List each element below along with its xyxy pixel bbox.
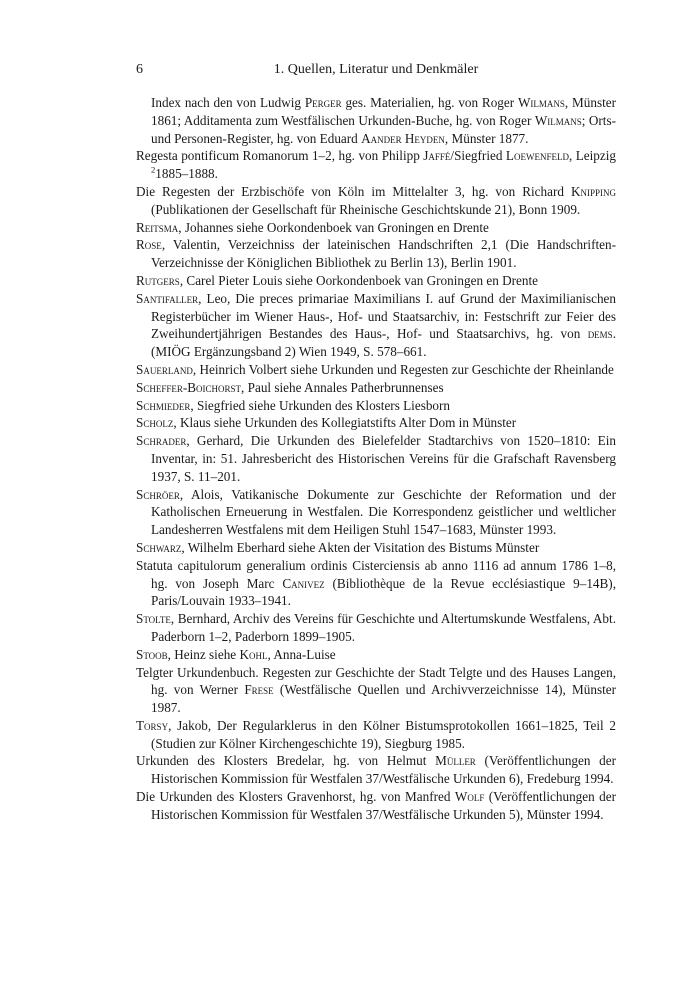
entry-text: , Klaus siehe Urkunden des Kollegiatstifts Alter Dom in Münster [173,415,517,431]
author-name: Scholz [136,415,174,431]
author-name: Schröer [136,486,180,502]
bibliography-entry [136,539,616,557]
entry-text: Die Regesten der Erzbischöfe von Köln im Mittelalter 3, hg. von Richard [136,183,571,199]
running-title: 1. Quellen, Literatur und Denkmäler [273,62,479,77]
entry-text: , Wilhelm Eberhard siehe Akten der Visitation des Bistums Münster [181,539,540,555]
author-name: Frese [244,682,274,698]
bibliography-entry [136,379,616,397]
entry-text: , Jakob, Der Regularklerus in den Kölner Bistumsprotokollen 1661–1825, Teil 2 (Studien zur Kölner Kirchengeschichte 19), Siegburg 1985. [151,717,616,751]
author-name: dems [587,326,613,342]
author-name: Wilmans [534,112,582,128]
author-name: Canivez [282,575,325,591]
bibliography-entry [136,486,616,539]
page-header [136,62,616,82]
entry-text: (Bibliothèque de la Revue ecclésiastique 9–14B), Paris/Louvain 1933–1941. [151,575,616,609]
author-name: Schmieder [136,397,191,413]
bibliography-entry [136,557,616,610]
author-name: Schrader [136,433,187,449]
author-name: Müller [435,753,476,769]
entry-text: ; Orts- und Personen-Register, hg. von Eduard [151,112,616,146]
edition-superscript: 2 [151,164,156,175]
entry-text: 1885–1888. [155,166,218,182]
author-name: Santifaller [136,290,199,306]
entry-text: Regesta pontificum Romanorum 1–2, hg. von Philipp [136,148,424,164]
entry-text: , Heinrich Volbert siehe Urkunden und Regesten zur Geschichte der Rheinlande [192,361,614,377]
author-name: Perger [304,95,342,110]
entry-text: (Westfälische Quellen und Archivverzeichnisse 14), Münster 1987. [151,682,616,716]
bibliography-entry [136,414,616,432]
bibliography-entry [136,397,616,415]
entry-text: , Münster 1861; Additamenta zum Westfälischen Urkunden-Buche, hg. von Roger [151,95,616,128]
bibliography-entry [136,664,616,717]
bibliography-entry [136,290,616,361]
entry-text: , Paul siehe Annales Patherbrunnenses [241,379,444,395]
entry-text: , Gerhard, Die Urkunden des Bielefelder Stadtarchivs von 1520–1810: Ein Inventar, in: 51. Jahresbericht des Historischen Vereins für die Grafschaft Ravensberg 1937, S. 11–201. [151,433,616,484]
entry-text: , Bernhard, Archiv des Vereins für Geschichte und Altertumskunde Westfalens, Abt. Paderborn 1–2, Paderborn 1899–1905. [151,611,616,644]
entry-text: Telgter Urkundenbuch. Regesten zur Geschichte der Stadt Telgte und des Hauses Langen, hg. von Werner [136,664,616,698]
author-name: Reitsma [136,219,179,235]
bibliography-entry [136,610,616,646]
author-name: Stolte [136,611,171,627]
bibliography-entry [136,183,616,219]
entry-text: , Valentin, Verzeichniss der lateinischen Handschriften 2,1 (Die Handschriften-Verzeichnisse der Königlichen Bibliothek zu Berlin 13), Berlin 1901. [151,237,616,271]
author-name: Scheffer-Boichorst [136,379,242,395]
bibliography-entry [136,752,616,788]
entry-text: (Veröffentlichungen der Historischen Kommission für Westfalen 37/Westfälische Urkunden 6), Fredeburg 1994. [151,753,616,787]
entry-text: , Carel Pieter Louis siehe Oorkondenboek van Groningen en Drente [179,272,538,288]
author-name: Torsy [136,717,169,733]
bibliography-entry [136,717,616,753]
author-name: Kohl [239,646,268,662]
bibliography-entry [136,219,616,237]
bibliography-entry [136,147,616,183]
entry-text: , Leipzig [568,148,616,164]
entry-text: /Siegfried [450,148,506,164]
entry-text: Index nach den von Ludwig [151,95,305,110]
entry-text: (Veröffentlichungen der Historischen Kommission für Westfalen 37/Westfälische Urkunden 5), Münster 1994. [151,789,616,822]
bibliography-list [136,94,616,824]
entry-text: Statuta capitulorum generalium ordinis Cisterciensis ab anno 1116 ad annum 1786 1–8, hg. von Joseph Marc [136,557,616,591]
bibliography-entry [136,788,616,824]
page-number: 6 [136,62,143,77]
bibliography-entry-continuation [136,94,616,147]
author-name: Jaffé [423,148,451,164]
author-name: Rutgers [136,272,180,288]
author-name: Schwarz [136,539,182,555]
entry-text: , Anna-Luise [267,646,336,662]
author-name: Stoob [136,646,168,662]
bibliography-entry [136,236,616,272]
entry-text: , Heinz siehe [167,646,240,662]
entry-text: (Publikationen der Gesellschaft für Rheinische Geschichtskunde 21), Bonn 1909. [151,201,581,217]
entry-text: , Alois, Vatikanische Dokumente zur Geschichte der Reformation und der Katholischen Erneuerung in Westfalen. Die Korrespondenz geistlicher und weltlicher Landesherren Westfalens mit dem Heiligen Stuhl 1547–1683, Münster 1993. [151,486,616,538]
bibliography-entry [136,272,616,290]
entry-text: , Johannes siehe Oorkondenboek van Groningen en Drente [178,219,489,235]
entry-text: , Siegfried siehe Urkunden des Klosters Liesborn [190,397,451,413]
entry-text: . (MIÖG Ergänzungsband 2) Wien 1949, S. 578–661. [151,326,616,360]
bibliography-entry [136,646,616,664]
entry-text: , Leo, Die preces primariae Maximilians I. auf Grund der Maximilianischen Registerbücher im Wiener Haus-, Hof- und Staatsarchiv, in: Festschrift zur Feier des Zweihundertjährigen Bestandes des Haus-, Hof- und Staatsarchivs, hg. von [151,290,616,342]
entry-text: ges. Materialien, hg. von Roger [341,95,518,110]
bibliography-entry [136,432,616,485]
author-name: Rose [136,237,162,253]
author-name: Wolf [454,789,485,805]
author-name: Aander Heyden [361,130,445,146]
author-name: Loewenfeld [505,148,569,164]
entry-text: Urkunden des Klosters Bredelar, hg. von Helmut [136,753,436,769]
entry-text: Die Urkunden des Klosters Gravenhorst, hg. von Manfred [136,789,455,805]
author-name: Knipping [570,183,616,199]
author-name: Sauerland [136,361,193,377]
author-name: Wilmans [517,95,565,110]
entry-text: , Münster 1877. [444,130,529,146]
bibliography-entry [136,361,616,379]
